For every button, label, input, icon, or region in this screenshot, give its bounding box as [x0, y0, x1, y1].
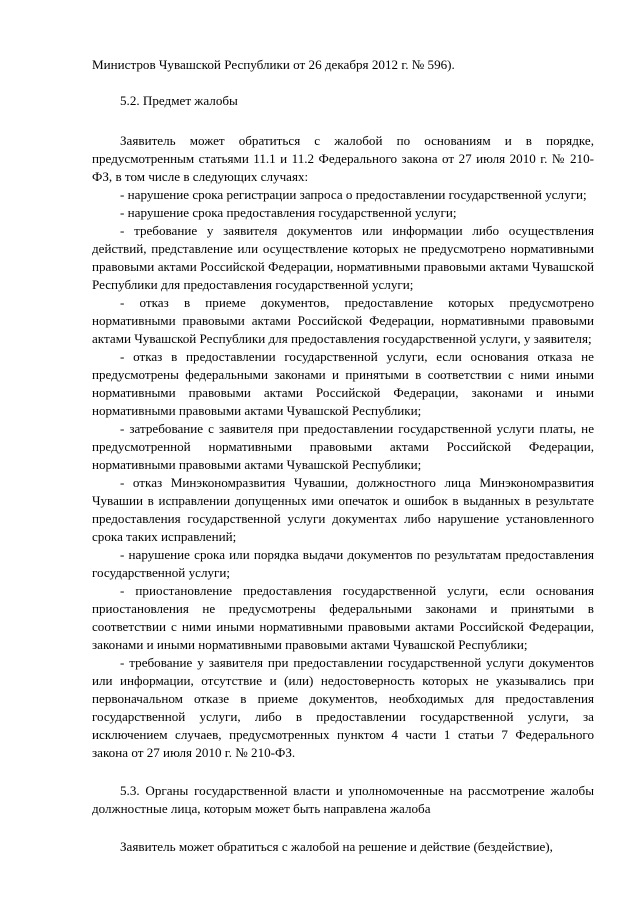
list-item: - отказ в предоставлении государственной услуги, если основания отказа не предусмотрены федеральными законами и принятыми в соответствии с ними иными нормативными правовыми актами Российской Федерации, законами и иными нормативными правовыми актами Чувашской Республики;	[92, 349, 594, 418]
list-item: - приостановление предоставления государственной услуги, если основания приостановления не предусмотрены федеральными законами и принятыми в соответствии с ними иными нормативными правовыми актами Российской Федерации, законами и иными нормативными правовыми актами Чувашской Республики;	[92, 583, 594, 652]
list-item: - затребование с заявителя при предоставлении государственной услуги платы, не предусмотренной нормативными правовыми актами Российской Федерации, нормативными правовыми актами Чувашской Республики;	[92, 421, 594, 472]
section-5-2-heading: 5.2. Предмет жалобы	[120, 93, 238, 108]
list-item: - нарушение срока предоставления государственной услуги;	[120, 205, 457, 220]
list-item: - требование у заявителя документов или информации либо осуществления действий, представление или осуществление которых не предусмотрено нормативными правовыми актами Российской Федерации, нормативными правовыми актами Чувашской Республики для предоставления государственной услуги;	[92, 223, 594, 292]
list-item: - нарушение срока или порядка выдачи документов по результатам предоставления государственной услуги;	[92, 547, 594, 580]
list-item: - отказ в приеме документов, предоставление которых предусмотрено нормативными правовыми актами Российской Федерации, нормативными правовыми актами Чувашской Республики для предоставления государственной услуги, у заявителя;	[92, 295, 594, 346]
list-item: - отказ Минэкономразвития Чувашии, должностного лица Минэкономразвития Чувашии в исправлении допущенных ими опечаток и ошибок в выданных в результате предоставления государственной услуги документах либо нарушение установленного срока таких исправлений;	[92, 475, 594, 544]
section-5-2-intro: Заявитель может обратиться с жалобой по основаниям и в порядке, предусмотренным статьями 11.1 и 11.2 Федерального закона от 27 июля 2010 г. № 210-ФЗ, в том числе в следующих случаях:	[92, 133, 594, 184]
section-5-3-heading: 5.3. Органы государственной власти и уполномоченные на рассмотрение жалобы должностные лица, которым может быть направлена жалоба	[92, 783, 594, 816]
document-page	[92, 56, 594, 856]
intro-line: Министров Чувашской Республики от 26 декабря 2012 г. № 596).	[92, 57, 455, 72]
section-5-3-intro: Заявитель может обратиться с жалобой на решение и действие (бездействие),	[120, 839, 553, 854]
list-item: - нарушение срока регистрации запроса о предоставлении государственной услуги;	[120, 187, 587, 202]
list-item: - требование у заявителя при предоставлении государственной услуги документов или информации, отсутствие и (или) недостоверность которых не указывались при первоначальном отказе в приеме документов, необходимых для предоставления государственной услуги, либо в предоставлении государственной услуги, за исключением случаев, предусмотренных пунктом 4 части 1 статьи 7 Федерального закона от 27 июля 2010 г. № 210-ФЗ.	[92, 655, 594, 760]
grounds-list	[92, 186, 594, 762]
